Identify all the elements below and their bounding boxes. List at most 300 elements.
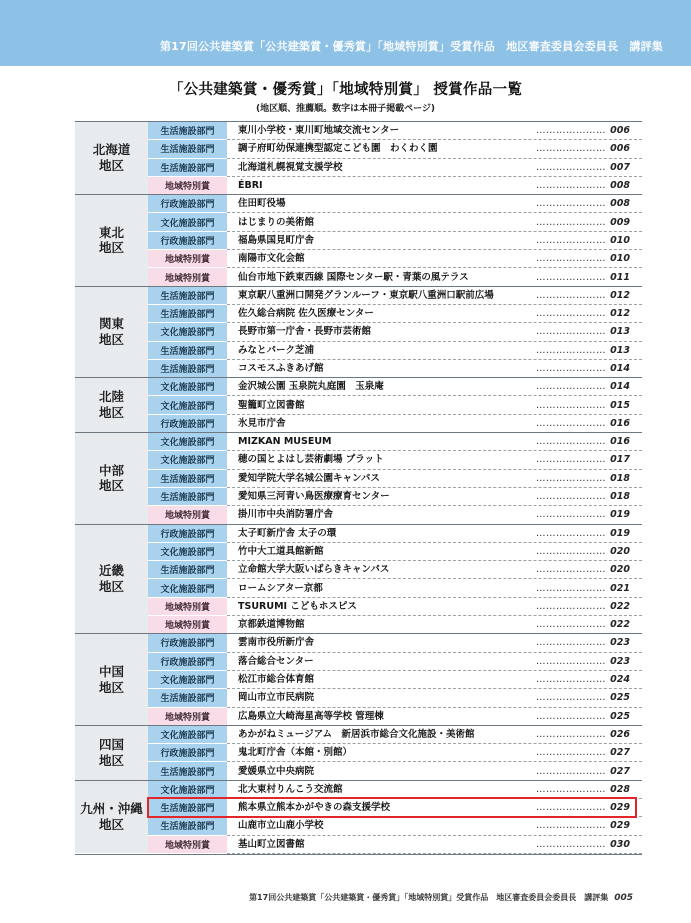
work-name: 氷見市庁舎 [238,417,286,429]
page-footer [249,892,633,903]
work-cell-inner [238,305,642,322]
category-cell: 生活施設部門 [148,817,227,835]
work-cell-inner [238,433,642,450]
leader-dots: ………………… [536,381,606,393]
region-name-line: 地区 [98,817,124,833]
category-cell: 生活施設部門 [148,304,227,322]
table-row [75,304,642,322]
work-cell-inner [238,506,642,523]
leader-dots: ………………… [536,765,606,777]
page-number: 014 [610,381,630,393]
page-number: 029 [610,820,630,832]
table-row [75,634,642,652]
work-cell [227,542,642,560]
page-number: 016 [610,417,630,429]
work-name: 愛媛県立中央病院 [238,765,315,777]
region-name-line: 北陸 [98,389,124,405]
category-cell: 地域特別賞 [148,707,227,725]
work-cell [227,670,642,688]
leader-dots: ………………… [536,509,606,521]
leader-dots: ………………… [536,728,606,740]
table-row [75,122,642,140]
table-row [75,414,642,432]
leader-dots: ………………… [536,180,606,192]
page-number: 020 [610,564,630,576]
table-row [75,744,642,762]
footer-page-number: 005 [614,893,633,903]
page-number: 014 [610,363,630,374]
work-cell [227,122,642,140]
work-name: 東京駅八重洲口開発グランルーフ・東京駅八重洲口駅前広場 [238,289,494,301]
work-cell-inner [238,470,642,487]
category-cell: 文化施設部門 [148,451,227,469]
work-name: はじまりの美術館 [238,216,315,228]
work-cell-inner [238,397,642,414]
work-cell [227,176,642,194]
work-cell-inner [238,232,642,249]
work-cell [227,597,642,615]
work-name: 松江市総合体育館 [238,674,315,686]
category-cell: 生活施設部門 [148,140,227,158]
work-name: 太子町新庁舎 太子の環 [238,527,337,539]
work-name: TSURUMI こどもホスピス [238,600,357,612]
region-name-line: 四国 [98,737,124,753]
region-name-line: 地区 [98,240,124,256]
work-name: あかがねミュージアム 新居浜市総合文化施設・美術館 [238,728,475,740]
work-cell-inner [238,653,642,670]
category-cell: 地域特別賞 [148,268,227,286]
work-cell-inner [238,525,642,542]
table-row [75,798,642,816]
region-cell [75,780,148,853]
table-row [75,506,642,524]
category-cell: 行政施設部門 [148,634,227,652]
table-bottom-rule [75,854,642,855]
work-cell-inner [238,744,642,761]
work-cell [227,725,642,743]
awards-table [75,121,642,854]
work-name: 岡山市立市民病院 [238,692,315,704]
work-cell-inner [238,140,642,157]
work-name: みなとパーク芝浦 [238,344,315,356]
category-cell: 文化施設部門 [148,213,227,231]
work-name: 京都鉄道博物館 [238,619,305,631]
region-name-line: 地区 [98,752,124,768]
work-cell [227,762,642,780]
header-band-text: 第17回公共建築賞「公共建築賞・優秀賞」「地域特別賞」受賞作品 地区審査委員会委員長 講評集 [159,40,663,53]
work-name: ロームシアター京都 [238,582,323,594]
region-cell [75,286,148,377]
table-row [75,817,642,835]
region-name-line: 関東 [98,316,124,332]
leader-dots: ………………… [536,234,606,246]
work-cell-inner [238,763,642,780]
leader-dots: ………………… [536,399,606,411]
table-row [75,579,642,597]
leader-dots: ………………… [536,545,606,557]
leader-dots: ………………… [536,637,606,649]
work-name: ÉBRI [238,180,263,192]
work-name: MIZKAN MUSEUM [238,436,332,448]
page-number: 029 [610,802,630,814]
work-cell [227,616,642,634]
region-name-line: 中部 [98,462,124,478]
page-number: 012 [610,308,630,320]
table-row [75,725,642,743]
work-cell [227,506,642,524]
page-number: 019 [610,527,630,539]
table-row [75,597,642,615]
table-row [75,524,642,542]
work-cell-inner [238,817,642,834]
work-cell-inner [238,342,642,359]
page-number: 008 [610,180,630,192]
leader-dots: ………………… [536,344,606,356]
category-cell: 地域特別賞 [148,176,227,194]
table-row [75,231,642,249]
table-row [75,616,642,634]
work-name: 金沢城公園 玉泉院丸庭園 玉泉庵 [238,381,384,393]
table-row [75,323,642,341]
region-name-line: 九州・沖縄 [80,801,143,817]
category-cell: 生活施設部門 [148,487,227,505]
work-cell [227,798,642,816]
work-name: 落合総合センター [238,655,314,667]
table-row [75,469,642,487]
leader-dots: ………………… [536,308,606,320]
work-cell-inner [238,287,642,304]
work-name: 穂の国とよはし芸術劇場 プラット [238,454,384,466]
page-number: 013 [610,344,630,356]
category-cell: 行政施設部門 [148,195,227,213]
work-name: 北海道札幌視覚支援学校 [238,161,343,173]
region-name-line: 近畿 [98,563,124,579]
work-name: 雲南市役所新庁舎 [238,637,315,649]
work-cell [227,451,642,469]
work-cell-inner [238,323,642,340]
work-cell-inner [238,488,642,505]
leader-dots: ………………… [536,692,606,704]
table-row [75,378,642,396]
leader-dots: ………………… [536,289,606,301]
work-cell-inner [238,580,642,597]
work-name: 鬼北町庁舎（本館・別館） [238,747,353,759]
leader-dots: ………………… [536,472,606,484]
page-number: 009 [610,216,630,228]
category-cell: 行政施設部門 [148,524,227,542]
category-cell: 生活施設部門 [148,689,227,707]
category-cell: 地域特別賞 [148,616,227,634]
region-name-line: 地区 [98,578,124,594]
work-cell [227,396,642,414]
work-cell-inner [238,634,642,651]
category-cell: 生活施設部門 [148,122,227,140]
page-number: 019 [610,509,630,521]
region-name-line: 地区 [98,158,124,174]
category-cell: 生活施設部門 [148,341,227,359]
leader-dots: ………………… [536,783,606,795]
page-number: 027 [610,765,630,777]
work-cell [227,140,642,158]
category-cell: 文化施設部門 [148,579,227,597]
category-cell: 生活施設部門 [148,158,227,176]
page-number: 027 [610,747,630,759]
work-cell [227,433,642,451]
table-row [75,561,642,579]
page-number: 008 [610,198,630,210]
work-cell [227,414,642,432]
work-cell [227,652,642,670]
leader-dots: ………………… [536,710,606,722]
table-row [75,652,642,670]
table-row [75,195,642,213]
table-row [75,487,642,505]
region-name-line: 東北 [98,224,124,240]
page-number: 022 [610,600,630,612]
page-number: 015 [610,399,630,411]
work-cell [227,231,642,249]
table-row [75,670,642,688]
work-name: 長野市第一庁舎・長野市芸術館 [238,326,372,338]
work-cell-inner [238,616,642,633]
work-cell [227,359,642,377]
category-cell: 文化施設部門 [148,542,227,560]
work-cell [227,524,642,542]
work-name: 住田町役場 [238,198,286,210]
page-number: 025 [610,692,630,704]
page-title: 「公共建築賞・優秀賞」「地域特別賞」 授賞作品一覧 [168,82,523,98]
work-cell-inner [238,195,642,212]
work-cell-inner [238,250,642,267]
work-cell-inner [238,543,642,560]
work-name: 基山町立図書館 [238,838,305,850]
work-name: 福島県国見町庁舎 [238,234,315,246]
page-number: 018 [610,491,630,503]
table-row [75,158,642,176]
table-row [75,341,642,359]
region-cell [75,122,148,195]
region-cell [75,524,148,634]
leader-dots: ………………… [536,600,606,612]
page-number: 006 [610,143,630,155]
category-cell: 生活施設部門 [148,798,227,816]
page-number: 023 [610,637,630,649]
leader-dots: ………………… [536,161,606,173]
table-row [75,433,642,451]
leader-dots: ………………… [536,198,606,210]
work-cell-inner [238,451,642,468]
work-name: 佐久総合病院 佐久医療センター [238,308,374,320]
work-cell [227,689,642,707]
work-cell [227,195,642,213]
work-cell [227,469,642,487]
table-row [75,396,642,414]
work-cell [227,250,642,268]
leader-dots: ………………… [536,582,606,594]
work-cell [227,817,642,835]
page-number: 012 [610,289,630,301]
category-cell: 文化施設部門 [148,433,227,451]
region-cell [75,634,148,725]
region-name-line: 地区 [98,405,124,421]
work-cell-inner [238,598,642,615]
work-name: 東川小学校・東川町地域交流センター [238,125,400,137]
awards-table-body [75,122,642,854]
leader-dots: ………………… [536,747,606,759]
region-name-line: 北海道 [92,142,131,158]
region-name-line: 地区 [98,679,124,695]
work-cell [227,707,642,725]
region-name-line: 中国 [98,663,124,679]
category-cell: 生活施設部門 [148,469,227,487]
region-cell [75,378,148,433]
work-cell-inner [238,799,642,816]
leader-dots: ………………… [536,655,606,667]
table-row [75,542,642,560]
work-cell [227,286,642,304]
category-cell: 地域特別賞 [148,250,227,268]
region-name-line: 地区 [98,478,124,494]
work-name: 調子府町幼保連携型認定こども園 わくわく園 [238,143,438,155]
leader-dots: ………………… [536,838,606,850]
work-cell-inner [238,122,642,139]
category-cell: 生活施設部門 [148,762,227,780]
work-name: 聖籠町立図書館 [238,399,305,411]
work-cell-inner [238,561,642,578]
leader-dots: ………………… [536,125,606,137]
leader-dots: ………………… [536,619,606,631]
work-name: 立命館大学大阪いばらきキャンパス [238,564,390,576]
table-row [75,140,642,158]
category-cell: 生活施設部門 [148,561,227,579]
table-row [75,689,642,707]
work-cell [227,213,642,231]
work-name: コスモスふきあげ館 [238,363,324,374]
category-cell: 文化施設部門 [148,780,227,798]
work-cell [227,323,642,341]
page-number: 010 [610,234,630,246]
category-cell: 地域特別賞 [148,597,227,615]
category-cell: 行政施設部門 [148,414,227,432]
work-cell [227,304,642,322]
leader-dots: ………………… [536,216,606,228]
work-name: 広島県立大崎海星高等学校 管理棟 [238,710,384,722]
work-cell-inner [238,671,642,688]
region-cell [75,725,148,780]
page-number: 018 [610,472,630,484]
work-cell-inner [238,689,642,706]
work-cell-inner [238,269,642,286]
work-name: 北大東村りんこう交流館 [238,783,343,795]
leader-dots: ………………… [536,491,606,503]
work-name: 南陽市文化会館 [238,253,305,265]
page-number: 017 [610,454,630,466]
work-name: 仙台市地下鉄東西線 国際センター駅・青葉の風テラス [238,271,469,283]
region-cell [75,433,148,524]
region-name-line: 地区 [98,331,124,347]
page-number: 024 [610,674,630,686]
leader-dots: ………………… [536,326,606,338]
category-cell: 行政施設部門 [148,652,227,670]
header-band [0,0,691,66]
page-number: 028 [610,783,630,795]
work-cell [227,378,642,396]
page-number: 022 [610,619,630,631]
work-name: 熊本県立熊本かがやきの森支援学校 [238,802,391,814]
table-row [75,268,642,286]
table-row [75,780,642,798]
leader-dots: ………………… [536,417,606,429]
category-cell: 生活施設部門 [148,286,227,304]
work-cell [227,561,642,579]
table-row [75,213,642,231]
work-cell [227,158,642,176]
leader-dots: ………………… [536,454,606,466]
work-name: 掛川市中央消防署庁舎 [238,509,334,521]
category-cell: 文化施設部門 [148,378,227,396]
work-cell-inner [238,360,642,377]
leader-dots: ………………… [536,527,606,539]
page-number: 023 [610,655,630,667]
work-cell-inner [238,214,642,231]
category-cell: 文化施設部門 [148,323,227,341]
work-cell-inner [238,177,642,194]
work-cell [227,487,642,505]
page-subtitle: (地区順、推薦順。数字は本冊子掲載ページ) [255,104,436,114]
work-cell-inner [238,378,642,395]
page-number: 010 [610,253,630,265]
work-cell-inner [238,836,642,853]
leader-dots: ………………… [536,820,606,832]
work-name: 山鹿市立山鹿小学校 [238,820,324,832]
work-cell [227,780,642,798]
page-number: 025 [610,710,630,722]
table-row [75,707,642,725]
category-cell: 生活施設部門 [148,359,227,377]
table-row [75,286,642,304]
category-cell: 行政施設部門 [148,231,227,249]
table-row [75,451,642,469]
page-number: 020 [610,545,630,557]
leader-dots: ………………… [536,271,606,283]
work-cell-inner [238,708,642,725]
page-number: 013 [610,326,630,338]
work-name: 愛知県三河青い鳥医療療育センター [238,491,390,503]
table-row [75,176,642,194]
page-number: 006 [610,125,630,137]
table-row [75,762,642,780]
work-cell [227,341,642,359]
work-cell-inner [238,415,642,432]
page-number: 021 [610,582,630,594]
work-cell [227,744,642,762]
page-number: 026 [610,728,630,740]
category-cell: 地域特別賞 [148,835,227,853]
category-cell: 文化施設部門 [148,725,227,743]
work-cell [227,268,642,286]
leader-dots: ………………… [536,253,606,265]
table-row [75,250,642,268]
work-cell-inner [238,781,642,798]
page-number: 030 [610,838,630,850]
leader-dots: ………………… [536,674,606,686]
category-cell: 行政施設部門 [148,744,227,762]
table-row [75,359,642,377]
category-cell: 地域特別賞 [148,506,227,524]
work-cell-inner [238,159,642,176]
work-name: 竹中大工道具館新館 [238,545,324,557]
table-row [75,835,642,853]
